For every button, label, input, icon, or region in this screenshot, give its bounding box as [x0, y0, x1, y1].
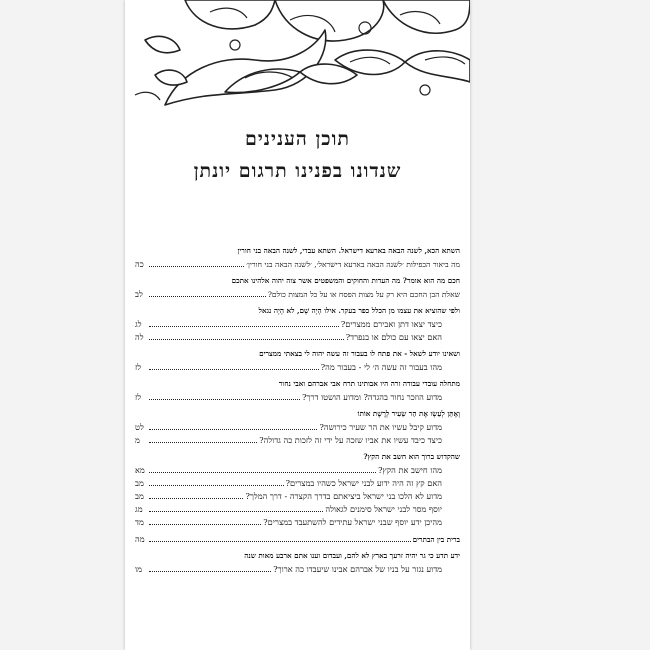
- page-number: כה: [135, 259, 144, 269]
- dot-leader: [149, 498, 243, 499]
- toc-section: [135, 379, 460, 403]
- page-number: לט: [135, 422, 144, 432]
- dot-leader: [149, 442, 257, 443]
- dot-leader: [149, 429, 317, 430]
- page-number: לז: [135, 362, 142, 372]
- section-heading: וָאֶתֵּן לְעֵשָׂו אֶת הַר שֵׂעִיר לָרֶשֶׁת אוֹתוֹ: [357, 409, 460, 418]
- dot-leader: [149, 326, 339, 327]
- section-heading: ולפי שהוציא את עצמו מן הכלל כפר בעקר. אילו הָיָה שָׁם, לא הָיָה נגאל: [258, 306, 460, 315]
- dot-leader: [149, 511, 323, 512]
- floral-ornament: [125, 0, 470, 110]
- page-number: לב: [135, 289, 143, 299]
- entry-text: שאלת הבן החכם היא רק על מצות הפסח או על כל המצות כולם?: [267, 290, 460, 299]
- entry-text: כיצד יצאו דתן ואבירם ממצרים?: [340, 319, 442, 329]
- toc-section: [135, 349, 460, 373]
- section-heading: ושאינו יודע לשאל - את פתח לו בעבור זה עשה יהוה לי בצאתי ממצרים: [259, 349, 460, 358]
- toc-entry[interactable]: [135, 478, 460, 489]
- toc-section: [135, 246, 460, 270]
- page-number: לה: [135, 332, 144, 342]
- toc-entry[interactable]: [135, 259, 460, 270]
- dot-leader: [149, 485, 284, 486]
- entry-text: מדוע הוזכר נחור בהגדה? ומדוע הושטו דרך?: [302, 392, 442, 402]
- dot-leader: [149, 266, 244, 267]
- entry-text: מהיכן ידע יוסף שבני ישראל עתידים להשתעבד במצרים?: [263, 517, 442, 527]
- page-number: לג: [135, 319, 142, 329]
- toc-entry[interactable]: [135, 517, 460, 528]
- page-number: מה: [135, 534, 145, 544]
- page-number: מ: [135, 435, 140, 445]
- page-number: מו: [135, 564, 142, 574]
- toc-entry[interactable]: [135, 435, 460, 446]
- toc-entry[interactable]: [135, 422, 460, 433]
- section-heading: שהקדוש ברוך הוא חשב את הקץ?: [363, 452, 460, 461]
- toc-title: תוכן הענינים: [244, 128, 351, 150]
- section-heading: ידע תדע כי גר יהיה זרעך בארץ לא להם, ועבדום וענו אתם ארבע מאות שנה: [244, 551, 460, 560]
- toc-section: [135, 306, 460, 343]
- dot-leader: [149, 339, 344, 340]
- section-heading: מתחלה עובדי עבודה זרה היו אבותינו תרח אבי אברהם ואבי נחור: [278, 379, 460, 388]
- toc-entry[interactable]: [135, 491, 460, 502]
- book-page: [125, 0, 470, 650]
- toc-section: [135, 452, 460, 528]
- toc-entry[interactable]: [135, 319, 460, 330]
- section-heading: חכם מה הוא אומר? מה העדות והחוקים והמשפטים אשר צוה יהוה אלהינו אתכם: [231, 276, 460, 285]
- page-number: מא: [135, 465, 145, 475]
- page-number: מב: [135, 478, 144, 488]
- page-number: מד: [135, 517, 144, 527]
- dot-leader: [149, 541, 411, 542]
- toc-entry[interactable]: [135, 534, 460, 545]
- section-heading: השתא הכא, לשנה הבאה בארעא דישראל. השתא עבדי, לשנה הבאה בני חורין: [237, 246, 460, 255]
- toc-entry[interactable]: [135, 289, 460, 300]
- toc-section: [135, 276, 460, 300]
- page-number: מג: [135, 504, 143, 514]
- entry-text: מהו בעבור זה עשה ה׳ לי - בעבור מה?: [320, 362, 442, 372]
- toc-subtitle: שנדונו בפנינו תרגום יונתן: [193, 160, 402, 182]
- entry-text: מה ביאור הכפילות ׳לשנה הבאה בארעא דישראל׳, ׳לשנה הבאה בני חורין׳: [246, 260, 460, 269]
- entry-text: מדוע נגזר על בניו של אברהם אבינו שיעבדו כה ארוך?: [273, 564, 442, 574]
- dot-leader: [149, 296, 266, 297]
- entry-text: האם יצאו עם כולם או בנפרד?: [345, 332, 442, 342]
- toc-entry[interactable]: [135, 564, 460, 575]
- dot-leader: [149, 571, 271, 572]
- entry-text: האם קץ זה היה ידוע לבני ישראל כשהיו במצרים?: [285, 478, 442, 488]
- entry-text: כיצד כיבד עשיו את אביו שזכה על ידי זה לזכות כה גדולה?: [259, 435, 442, 445]
- toc-section: [135, 409, 460, 446]
- dot-leader: [149, 369, 319, 370]
- entry-text: מדוע קיבל עשיו את הר שעיר כירושה?: [319, 422, 442, 432]
- page-number: לז: [135, 392, 142, 402]
- toc-section: [135, 551, 460, 575]
- toc-entry[interactable]: [135, 392, 460, 403]
- toc-entry[interactable]: [135, 465, 460, 476]
- entry-text: מדוע לא הלכו בני ישראל ביציאתם בדרך הקצרה - דרך המלך?: [245, 491, 442, 501]
- toc-entry[interactable]: [135, 332, 460, 343]
- table-of-contents: [135, 246, 460, 581]
- dot-leader: [149, 399, 300, 400]
- dot-leader: [149, 524, 261, 525]
- page-number: מב: [135, 491, 144, 501]
- dot-leader: [149, 472, 376, 473]
- entry-text: יוסף מסר לבני ישראל סימנים לגאולה: [325, 504, 442, 514]
- toc-entry[interactable]: [135, 504, 460, 515]
- entry-text: מהו חישב את הקץ?: [378, 465, 442, 475]
- toc-section: [135, 534, 460, 545]
- toc-entry[interactable]: [135, 362, 460, 373]
- section-heading: ברית בין הבתרים: [412, 535, 460, 544]
